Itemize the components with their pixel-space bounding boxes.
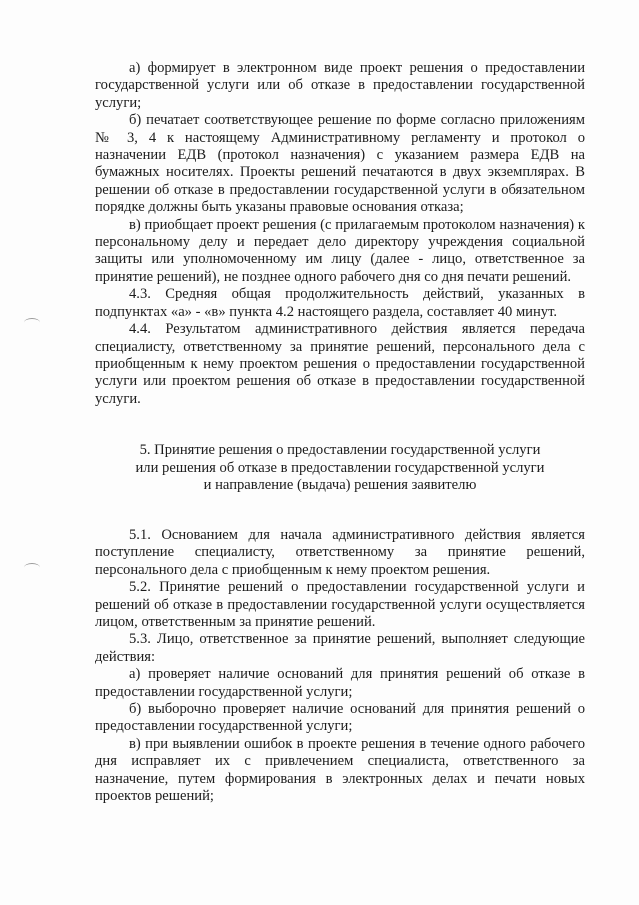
section-heading-line: и направление (выдача) решения заявителю: [203, 477, 477, 494]
scan-margin-mark: [24, 563, 40, 572]
section-5-heading: [95, 442, 585, 495]
section-heading-line: или решения об отказе в предоставлении государственной услуги: [135, 459, 545, 476]
paragraph-5-3-b: б) выборочно проверяет наличие оснований для принятия решений о предоставлении государственной услуги;: [95, 700, 585, 735]
paragraph-5-2: 5.2. Принятие решений о предоставлении государственной услуги и решений об отказе в предоставлении государственной услуги осуществляется лицом, ответственным за принятие решений.: [95, 579, 585, 630]
paragraph-5-1: 5.1. Основанием для начала административного действия является поступление специалисту, ответственному за принятие решений, персонального дела с приобщенным к нему проектом решения.: [95, 526, 585, 578]
paragraph-5-3-v: в) при выявлении ошибок в проекте решения в течение одного рабочего дня исправляет их с привлечением специалиста, ответственного за назначение, путем формирования в электронных делах и печати новых проектов решений;: [95, 735, 585, 804]
document-body: [95, 60, 585, 805]
section-heading-line: 5. Принятие решения о предоставлении государственной услуги: [139, 442, 541, 459]
spacer: [95, 495, 585, 527]
paragraph-4-2-v: в) приобщает проект решения (с прилагаемым протоколом назначения) к персональному делу и передает дело директору учреждения социальной защиты или уполномоченному им лицу (далее - лицо, ответственное за принятие решений), не позднее одного рабочего дня со дня печати решений.: [95, 216, 585, 285]
scan-margin-mark: [24, 318, 40, 327]
paragraph-4-4: 4.4. Результатом административного действия является передача специалисту, ответственному за принятие решений, персонального дела с приобщенным к нему проектом решения о предоставлении государственной услуги или проектом решения об отказе в предоставлении государственной услуги.: [95, 321, 585, 407]
paragraph-4-3: 4.3. Средняя общая продолжительность действий, указанных в подпунктах «а» - «в» пункта 4.2 настоящего раздела, составляет 40 минут.: [95, 286, 585, 320]
paragraph-5-3: 5.3. Лицо, ответственное за принятие решений, выполняет следующие действия:: [95, 631, 585, 665]
paragraph-5-3-a: а) проверяет наличие оснований для принятия решений об отказе в предоставлении государственной услуги;: [95, 666, 585, 700]
paragraph-4-2-a: а) формирует в электронном виде проект решения о предоставлении государственной услуги или об отказе в предоставлении государственной услуги;: [95, 60, 585, 111]
spacer: [95, 408, 585, 442]
paragraph-4-2-b: б) печатает соответствующее решение по форме согласно приложениям № 3, 4 к настоящему Административному регламенту и протокол о назначении ЕДВ (протокол назначения) с указанием размера ЕДВ на бумажных носителях. Проекты решений печатаются в двух экземплярах. В решении об отказе в предоставлении государственной услуги в обязательном порядке должны быть указаны правовые основания отказа;: [95, 112, 585, 216]
